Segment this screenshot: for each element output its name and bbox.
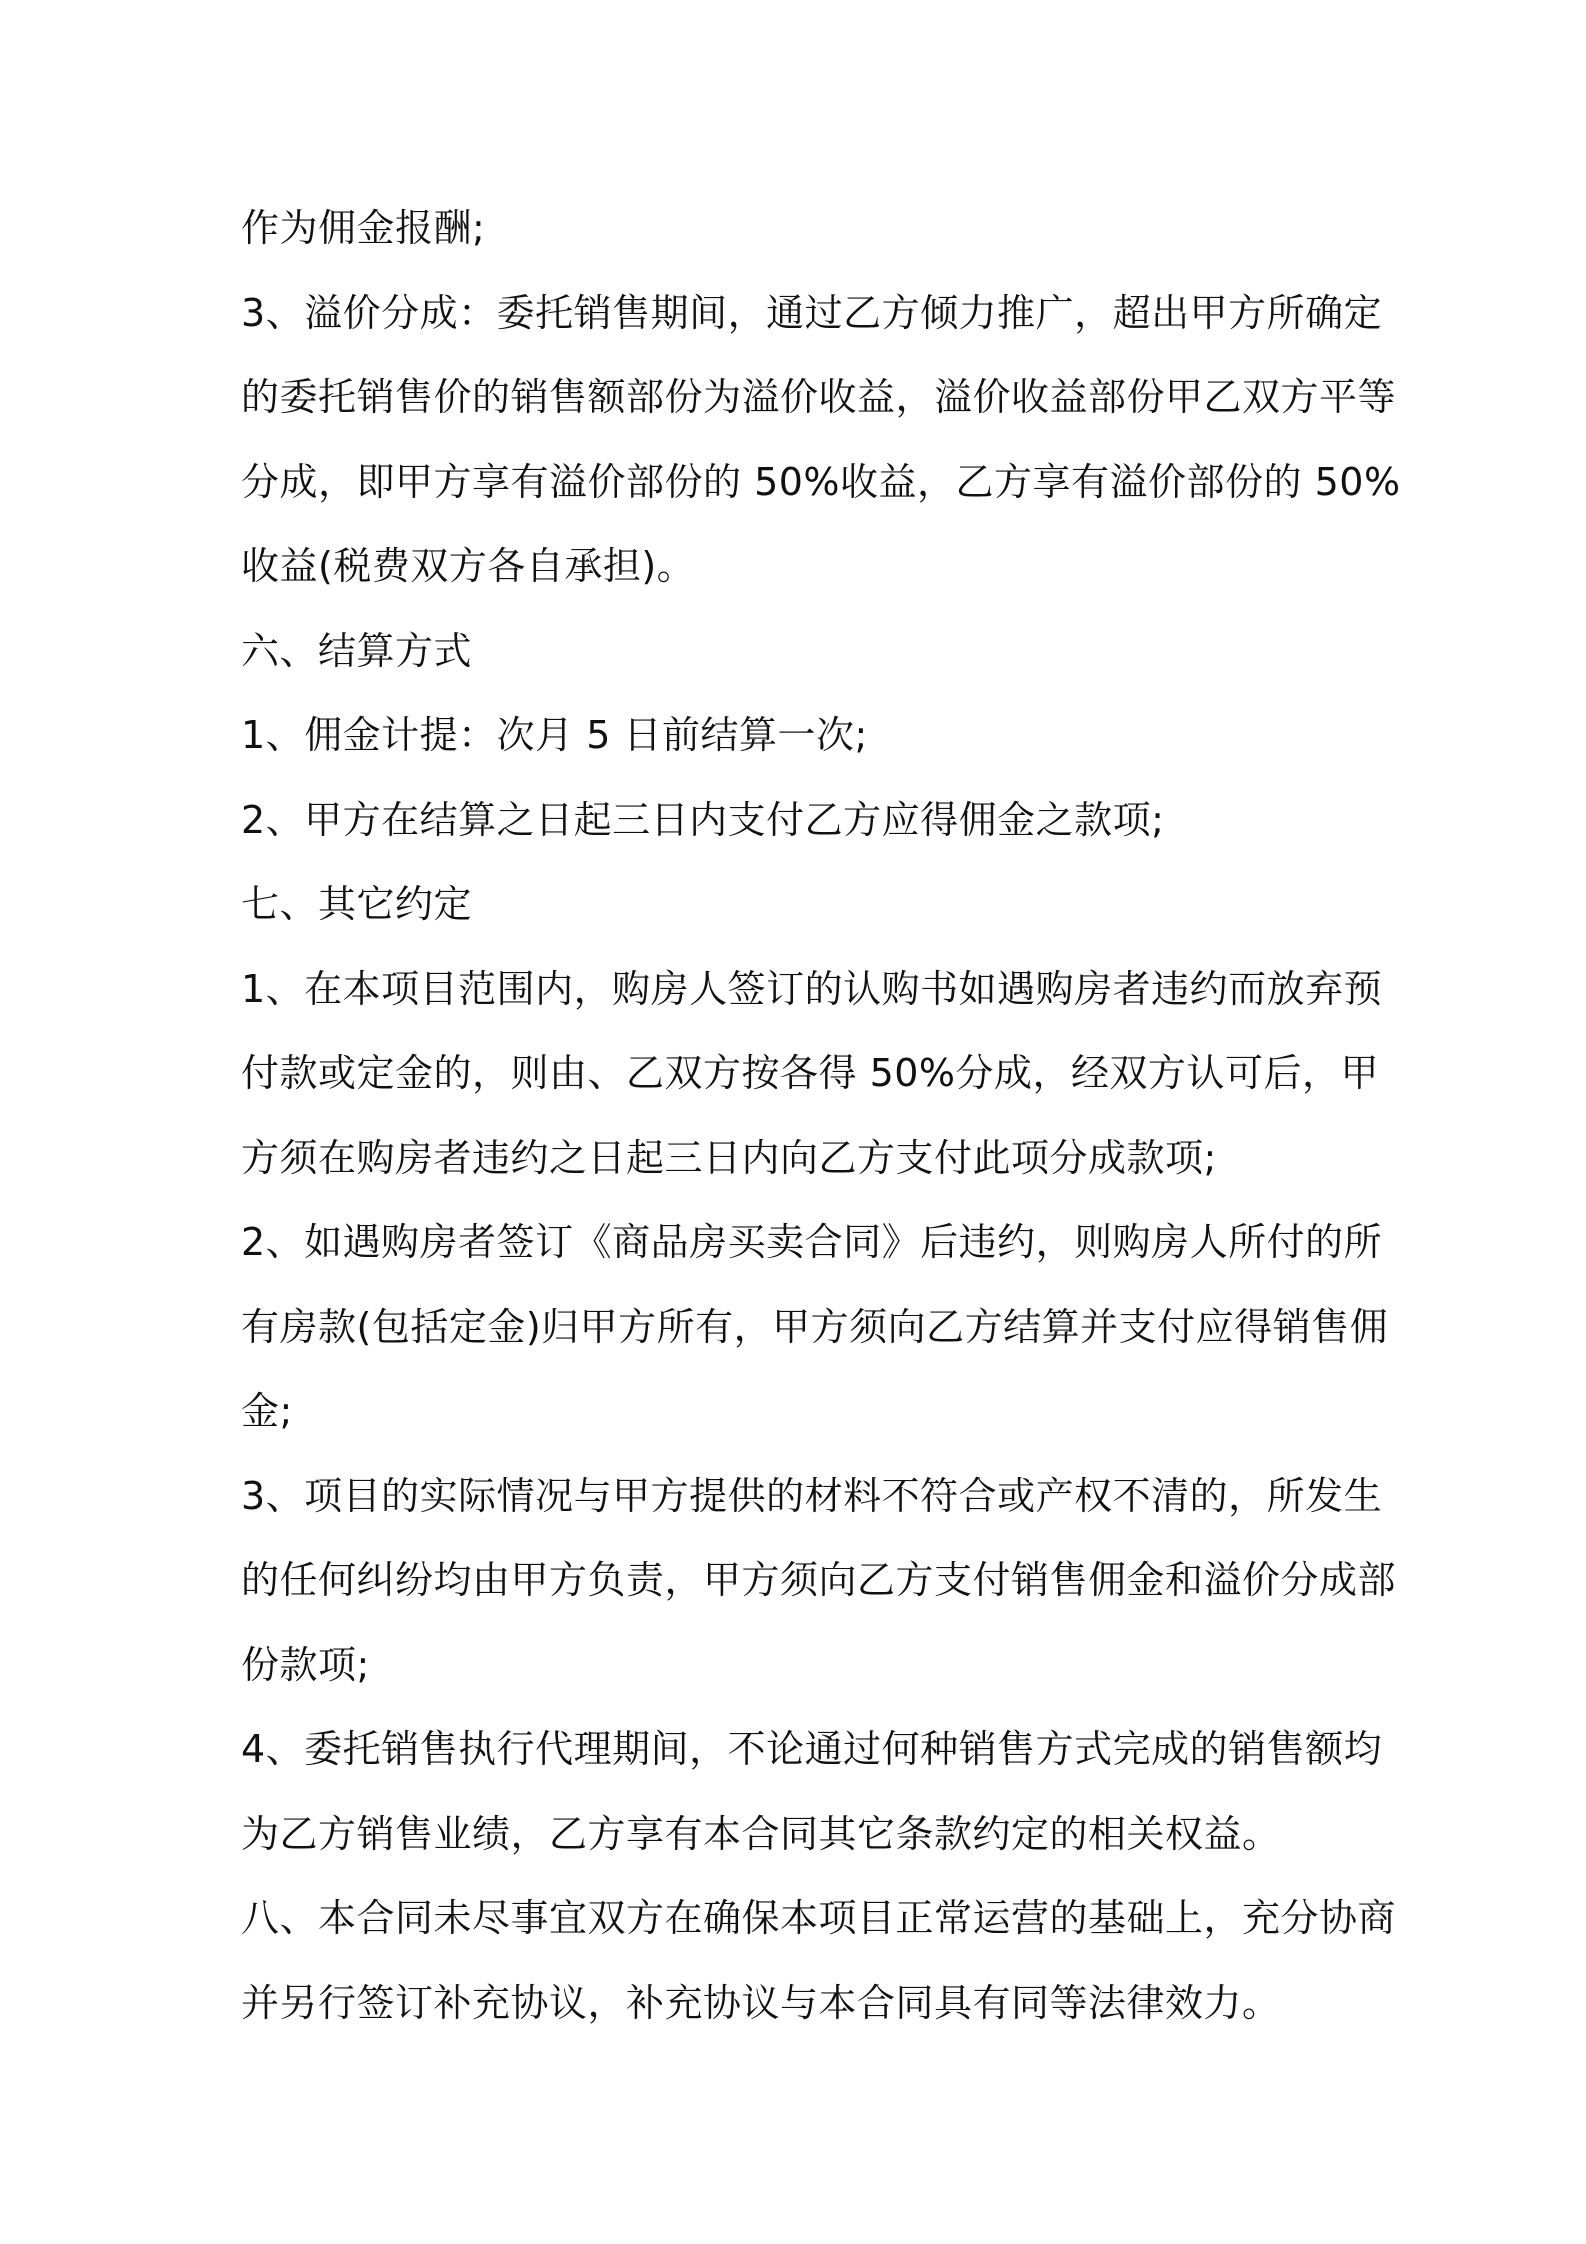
text-line: 为乙方销售业绩，乙方享有本合同其它条款约定的相关权益。 xyxy=(241,1812,1281,1856)
text-line: 分成，即甲方享有溢价部份的 50%收益，乙方享有溢价部份的 50% xyxy=(241,460,1401,504)
text-line: 的委托销售价的销售额部份为溢价收益，溢价收益部份甲乙双方平等 xyxy=(241,375,1397,419)
section-heading: 六、结算方式 xyxy=(241,629,473,673)
text-line: 有房款(包括定金)归甲方所有，甲方须向乙方结算并支付应得销售佣 xyxy=(241,1305,1389,1349)
text-line: 4、委托销售执行代理期间，不论通过何种销售方式完成的销售额均 xyxy=(241,1727,1383,1771)
text-line: 3、项目的实际情况与甲方提供的材料不符合或产权不清的，所发生 xyxy=(241,1474,1383,1518)
text-line: 2、甲方在结算之日起三日内支付乙方应得佣金之款项; xyxy=(241,798,1165,842)
text-line: 金; xyxy=(241,1389,293,1433)
text-line: 方须在购房者违约之日起三日内向乙方支付此项分成款项; xyxy=(241,1136,1217,1180)
text-line: 3、溢价分成：委托销售期间，通过乙方倾力推广，超出甲方所确定 xyxy=(241,291,1383,335)
text-line: 收益(税费双方各自承担)。 xyxy=(241,544,696,588)
text-line: 作为佣金报酬; xyxy=(241,206,486,250)
text-line: 份款项; xyxy=(241,1643,370,1687)
text-line: 付款或定金的，则由、乙双方按各得 50%分成，经双方认可后，甲 xyxy=(241,1051,1380,1095)
text-line: 2、如遇购房者签订《商品房买卖合同》后违约，则购房人所付的所 xyxy=(241,1220,1383,1264)
text-line: 的任何纠纷均由甲方负责，甲方须向乙方支付销售佣金和溢价分成部 xyxy=(241,1558,1397,1602)
text-line: 并另行签订补充协议，补充协议与本合同具有同等法律效力。 xyxy=(241,1981,1281,2025)
section-heading: 七、其它约定 xyxy=(241,882,473,926)
text-line: 1、在本项目范围内，购房人签订的认购书如遇购房者违约而放弃预 xyxy=(241,967,1383,1011)
text-line: 1、佣金计提：次月 5 日前结算一次; xyxy=(241,713,868,757)
section-heading: 八、本合同未尽事宜双方在确保本项目正常运营的基础上，充分协商 xyxy=(241,1896,1397,1940)
